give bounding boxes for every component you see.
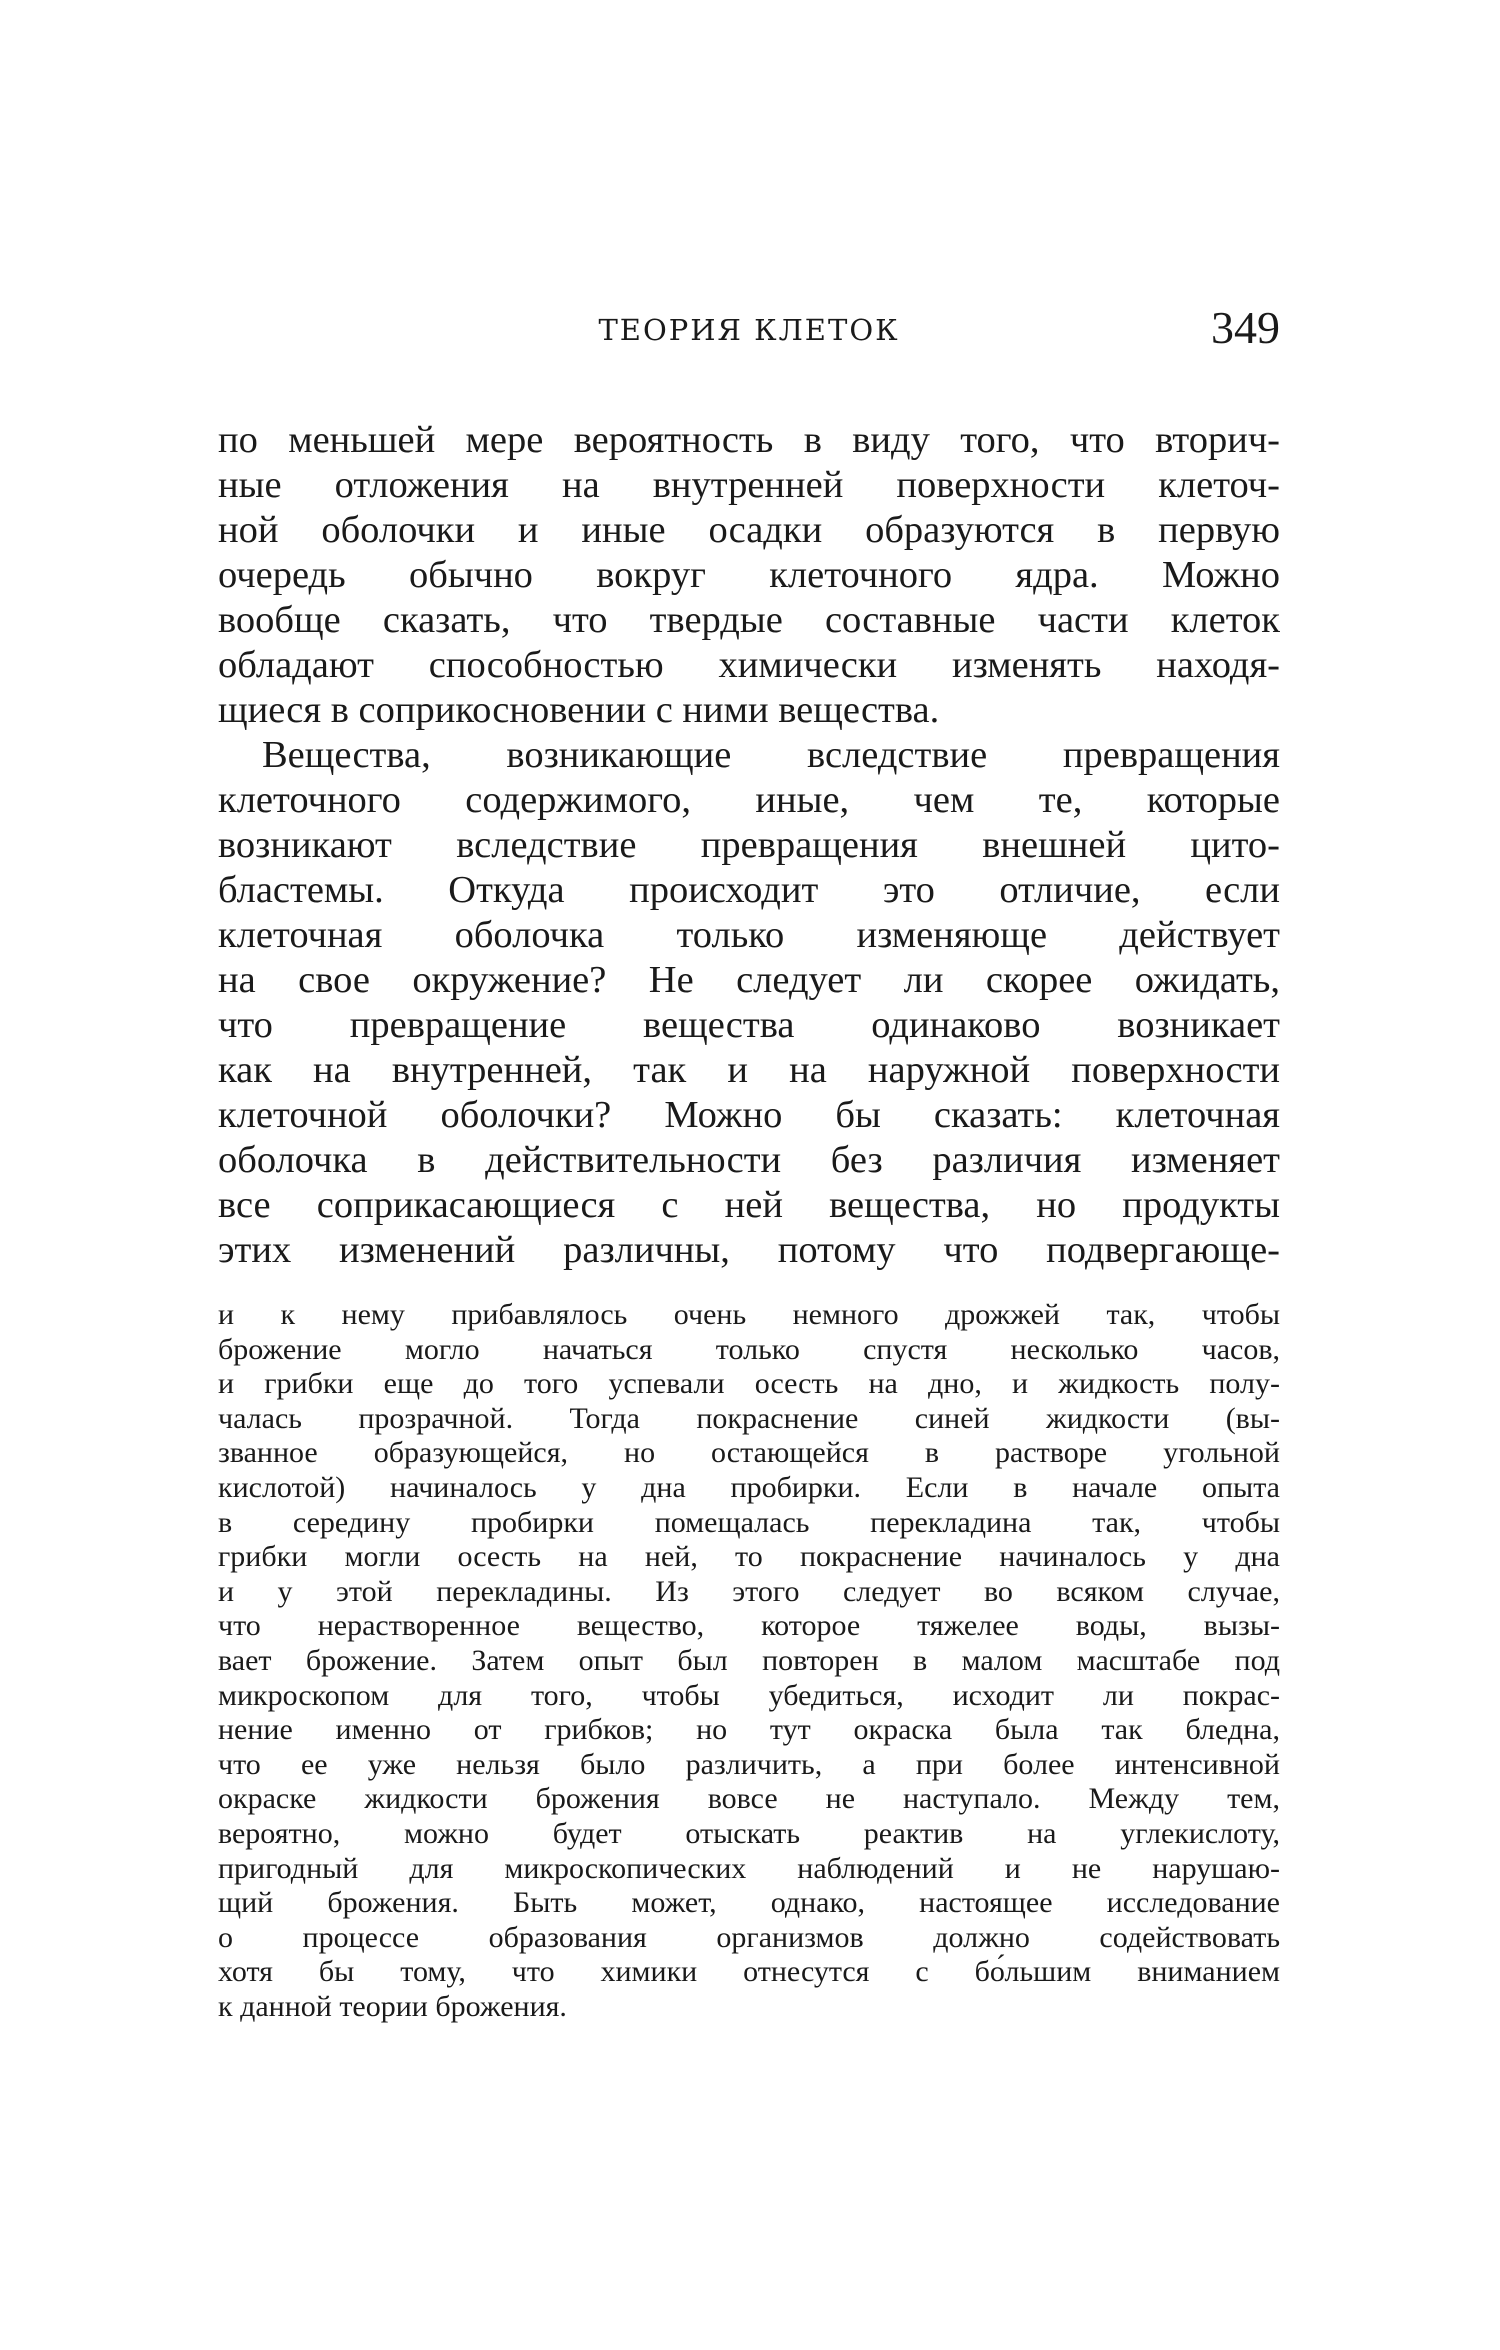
footnote-line: щий брожения. Быть может, однако, настоящее исследование (218, 1886, 1280, 1920)
footnote-line: и грибки еще до того успевали осесть на дно, и жидкость полу- (218, 1367, 1280, 1401)
text-line: очередь обычно вокруг клеточного ядра. Можно (218, 554, 1280, 596)
text-line: щиеся в соприкосновении с ними вещества. (218, 689, 940, 731)
text-line: обладают способностью химически изменять находя- (218, 644, 1280, 686)
paragraph-2 (218, 733, 1280, 1273)
text-line: клеточного содержимого, иные, чем те, которые (218, 779, 1280, 821)
footnote-line: в середину пробирки помещалась перекладина так, чтобы (218, 1505, 1280, 1539)
text-line: клеточная оболочка только изменяюще действует (218, 914, 1280, 956)
footnote-line: и у этой перекладины. Из этого следует во всяком случае, (218, 1574, 1280, 1608)
text-line: оболочка в действительности без различия изменяет (218, 1139, 1280, 1181)
paragraph-1 (218, 418, 1280, 733)
text-line: по меньшей мере вероятность в виду того, что вторич- (218, 419, 1280, 461)
footnote-line: чалась прозрачной. Тогда покраснение синей жидкости (вы- (218, 1401, 1280, 1435)
text-line: клеточной оболочки? Можно бы сказать: клеточная (218, 1094, 1280, 1136)
footnote-line: о процессе образования организмов должно содействовать (218, 1920, 1280, 1954)
footnote-line: кислотой) начиналось у дна пробирки. Если в начале опыта (218, 1470, 1280, 1504)
text-line: ные отложения на внутренней поверхности клеточ- (218, 464, 1280, 506)
footnote-line: что нерастворенное вещество, которое тяжелее воды, вызы- (218, 1609, 1280, 1643)
footnote-line: пригодный для микроскопических наблюдений и не нарушаю- (218, 1851, 1280, 1885)
text-line: возникают вследствие превращения внешней цито- (218, 824, 1280, 866)
page-number: 349 (1211, 302, 1280, 353)
footnote-line: окраске жидкости брожения вовсе не наступало. Между тем, (218, 1782, 1280, 1816)
footnote-line: вероятно, можно будет отыскать реактив на углекислоту, (218, 1816, 1280, 1850)
text-line: что превращение вещества одинаково возникает (218, 1004, 1280, 1046)
footnote-line: званное образующейся, но остающейся в растворе угольной (218, 1436, 1280, 1470)
main-text (218, 418, 1280, 1273)
footnote-line: хотя бы тому, что химики отнесутся с бо́льшим вниманием (218, 1955, 1280, 1989)
text-line: Вещества, возникающие вследствие превращения (262, 734, 1280, 776)
text-line: вообще сказать, что твердые составные части клеток (218, 599, 1280, 641)
footnote-line: микроскопом для того, чтобы убедиться, исходит ли покрас- (218, 1678, 1280, 1712)
footnote-line: вает брожение. Затем опыт был повторен в малом масштабе под (218, 1643, 1280, 1677)
footnote-line: к данной теории брожения. (218, 1989, 567, 2023)
text-line: на свое окружение? Не следует ли скорее ожидать, (218, 959, 1280, 1001)
footnote-line: грибки могли осесть на ней, то покраснение начиналось у дна (218, 1540, 1280, 1574)
text-line: бластемы. Откуда происходит это отличие, если (218, 869, 1280, 911)
text-line: этих изменений различны, потому что подвергающе- (218, 1229, 1280, 1271)
text-line: ной оболочки и иные осадки образуются в первую (218, 509, 1280, 551)
running-title: ТЕОРИЯ КЛЕТОК (598, 313, 900, 347)
footnote-line: нение именно от грибков; но тут окраска была так бледна, (218, 1713, 1280, 1747)
footnote-line: и к нему прибавлялось очень немного дрожжей так, чтобы (218, 1298, 1280, 1331)
footnote-line: что ее уже нельзя было различить, а при более интенсивной (218, 1747, 1280, 1781)
footnote (218, 1298, 1280, 2024)
running-head (218, 302, 1280, 358)
text-line: все соприкасающиеся с ней вещества, но продукты (218, 1184, 1280, 1226)
footnote-line: брожение могло начаться только спустя несколько часов, (218, 1332, 1280, 1366)
text-line: как на внутренней, так и на наружной поверхности (218, 1049, 1280, 1091)
